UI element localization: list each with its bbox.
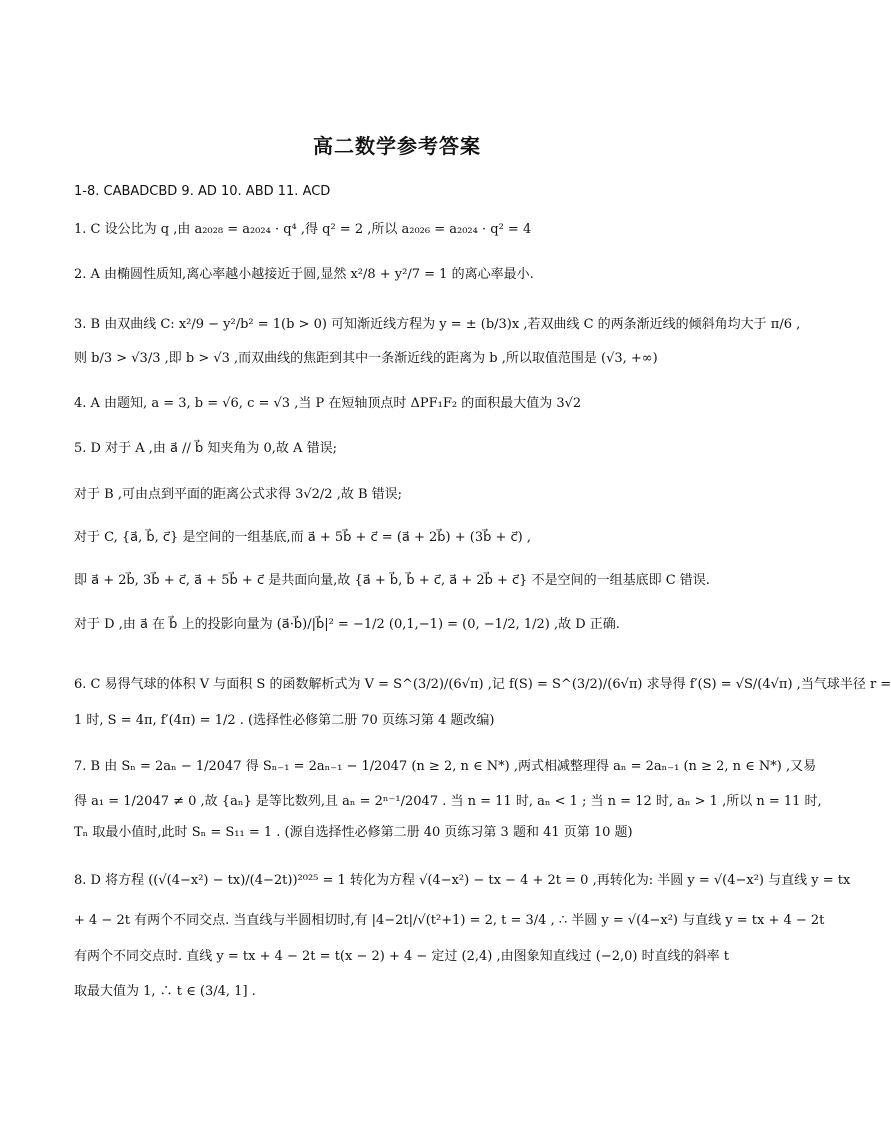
solution-5-c-line-2: 即 a⃗ + 2b⃗, 3b⃗ + c⃗, a⃗ + 5b⃗ + c⃗ 是共面向量,故 {a⃗ + b⃗, b⃗ + c⃗, a⃗ + 2b⃗ + c⃗} 不是空间的一组基底即 C 错误.: [74, 573, 710, 588]
solution-5-d: 对于 D ,由 a⃗ 在 b⃗ 上的投影向量为 (a⃗·b⃗)/|b⃗|² = −1/2 (0,1,−1) = (0, −1/2, 1/2) ,故 D 正确.: [74, 617, 620, 632]
solution-6-line-2: 1 时, S = 4π, f′(4π) = 1/2 . (选择性必修第二册 70 页练习第 4 题改编): [74, 713, 495, 728]
solution-5-b: 对于 B ,可由点到平面的距离公式求得 3√2/2 ,故 B 错误;: [74, 487, 403, 502]
solution-3-line-2: 则 b/3 > √3/3 ,即 b > √3 ,而双曲线的焦距到其中一条渐近线的距离为 b ,所以取值范围是 (√3, +∞): [74, 351, 658, 366]
solution-8-line-3: 有两个不同交点时. 直线 y = tx + 4 − 2t = t(x − 2) + 4 − 定过 (2,4) ,由图象知直线过 (−2,0) 时直线的斜率 t: [74, 949, 729, 964]
solution-7-line-2: 得 a₁ = 1/2047 ≠ 0 ,故 {aₙ} 是等比数列,且 aₙ = 2ⁿ⁻¹/2047 . 当 n = 11 时, aₙ < 1 ; 当 n = 12 时, aₙ > 1 ,所以 n = 11 时,: [74, 794, 822, 809]
solution-1: 1. C 设公比为 q ,由 a₂₀₂₈ = a₂₀₂₄ · q⁴ ,得 q² = 2 ,所以 a₂₀₂₆ = a₂₀₂₄ · q² = 4: [74, 222, 532, 237]
solution-7-line-3: Tₙ 取最小值时,此时 Sₙ = S₁₁ = 1 . (源自选择性必修第二册 40 页练习第 3 题和 41 页第 10 题): [74, 825, 633, 840]
solution-5-c-line-1: 对于 C, {a⃗, b⃗, c⃗} 是空间的一组基底,而 a⃗ + 5b⃗ + c⃗ = (a⃗ + 2b⃗) + (3b⃗ + c⃗) ,: [74, 530, 532, 545]
solution-6-line-1: 6. C 易得气球的体积 V 与面积 S 的函数解析式为 V = S^(3/2)/(6√π) ,记 f(S) = S^(3/2)/(6√π) 求导得 f′(S) = √S/(4√π) ,当气球半径 r =: [74, 677, 891, 692]
solution-2: 2. A 由椭圆性质知,离心率越小越接近于圆,显然 x²/8 + y²/7 = 1 的离心率最小.: [74, 267, 534, 282]
solution-8-line-2: + 4 − 2t 有两个不同交点. 当直线与半圆相切时,有 |4−2t|/√(t²+1) = 2, t = 3/4 , ∴ 半圆 y = √(4−x²) 与直线 y = tx + 4 − 2t: [74, 913, 825, 928]
solution-5-a: 5. D 对于 A ,由 a⃗ // b⃗ 知夹角为 0,故 A 错误;: [74, 441, 337, 456]
solution-8-line-4: 取最大值为 1, ∴ t ∈ (3/4, 1] .: [74, 984, 256, 999]
solution-4: 4. A 由题知, a = 3, b = √6, c = √3 ,当 P 在短轴顶点时 ΔPF₁F₂ 的面积最大值为 3√2: [74, 396, 582, 411]
answer-key-summary: 1-8. CABADCBD 9. AD 10. ABD 11. ACD: [74, 184, 331, 199]
solution-3-line-1: 3. B 由双曲线 C: x²/9 − y²/b² = 1(b > 0) 可知渐近线方程为 y = ± (b/3)x ,若双曲线 C 的两条渐近线的倾斜角均大于 π/6 ,: [74, 317, 801, 332]
solution-7-line-1: 7. B 由 Sₙ = 2aₙ − 1/2047 得 Sₙ₋₁ = 2aₙ₋₁ − 1/2047 (n ≥ 2, n ∈ N*) ,两式相减整理得 aₙ = 2aₙ₋₁ (n ≥ 2, n ∈ N*) ,又易: [74, 759, 817, 774]
solution-8-line-1: 8. D 将方程 ((√(4−x²) − tx)/(4−2t))²⁰²⁵ = 1 转化为方程 √(4−x²) − tx − 4 + 2t = 0 ,再转化为: 半圆 y = √(4−x²) 与直线 y = tx: [74, 873, 851, 888]
page-title: 高二数学参考答案: [313, 134, 481, 158]
